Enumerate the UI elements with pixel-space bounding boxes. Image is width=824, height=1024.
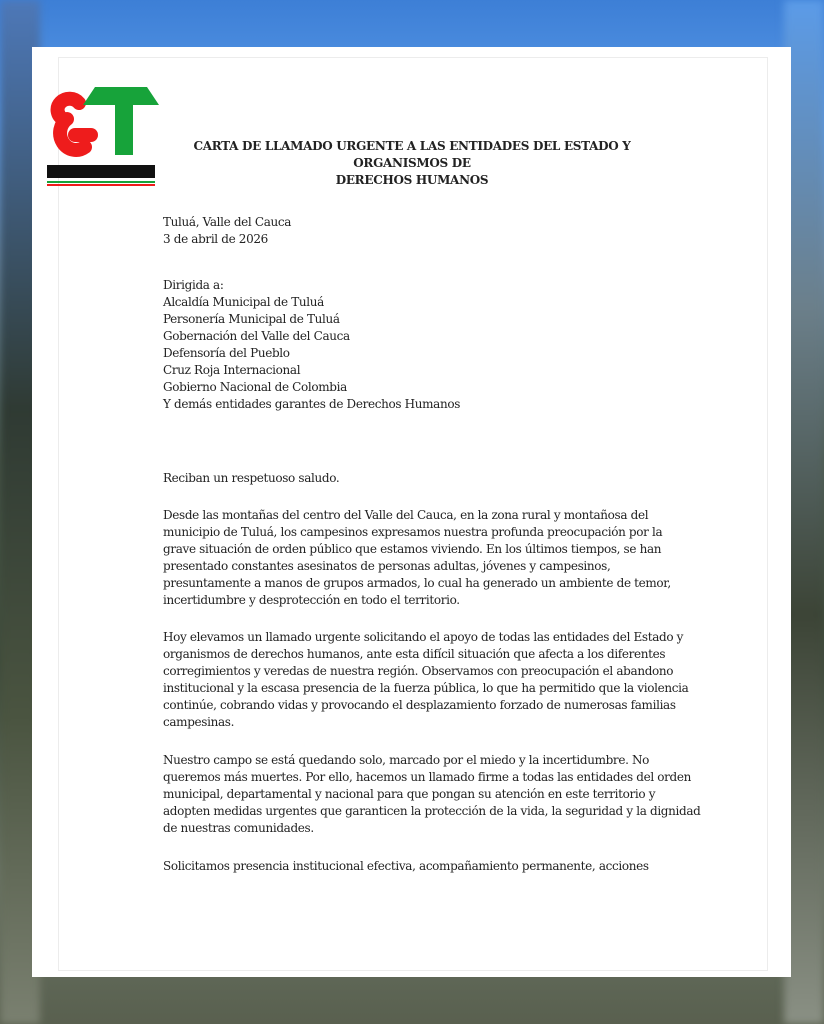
text-line: institucional y la escasa presencia de la fuerza pública, lo que ha permitido que la violencia — [163, 681, 689, 695]
text-line: municipio de Tuluá, los campesinos expresamos nuestra profunda preocupación por la — [163, 525, 663, 539]
addressee-line: Alcaldía Municipal de Tuluá — [163, 295, 324, 309]
addressee-line: Defensoría del Pueblo — [163, 346, 290, 360]
addressee-line: Gobierno Nacional de Colombia — [163, 380, 347, 394]
addressees — [163, 277, 460, 413]
addressee-line: Personería Municipal de Tuluá — [163, 312, 340, 326]
text-line: Nuestro campo se está quedando solo, marcado por el miedo y la incertidumbre. No — [163, 753, 650, 767]
letter-page — [32, 47, 791, 977]
text-line: incertidumbre y desprotección en todo el territorio. — [163, 593, 460, 607]
place: Tuluá, Valle del Cauca — [163, 215, 292, 229]
greeting-text: Reciban un respetuoso saludo. — [163, 471, 340, 485]
paragraph-1 — [163, 507, 671, 609]
title-line: DERECHOS HUMANOS — [335, 173, 489, 187]
logo-t-shape — [83, 87, 159, 155]
text-line: presuntamente a manos de grupos armados, lo cual ha generado un ambiente de temor, — [163, 576, 671, 590]
logo-ampersand-shape — [58, 99, 91, 150]
place-date — [163, 214, 291, 248]
greeting — [163, 470, 339, 487]
text-line: adopten medidas urgentes que garanticen la protección de la vida, la seguridad y la dignidad — [163, 804, 701, 818]
text-line: Desde las montañas del centro del Valle del Cauca, en la zona rural y montañosa del — [163, 508, 649, 522]
text-line: municipal, departamental y nacional para que pongan su atención en este territorio y — [163, 787, 656, 801]
addressee-line: Gobernación del Valle del Cauca — [163, 329, 350, 343]
text-line: Hoy elevamos un llamado urgente solicitando el apoyo de todas las entidades del Estado y — [163, 630, 684, 644]
text-line: presentado constantes asesinatos de personas adultas, jóvenes y campesinos, — [163, 559, 611, 573]
paragraph-3 — [163, 752, 700, 837]
text-line: de nuestras comunidades. — [163, 821, 314, 835]
date: 3 de abril de 2026 — [163, 232, 268, 246]
logo-wordmark-bars — [47, 165, 155, 186]
addressee-line: Y demás entidades garantes de Derechos Humanos — [163, 397, 461, 411]
letter-title — [162, 138, 662, 189]
text-line: corregimientos y veredas de nuestra región. Observamos con preocupación el abandono — [163, 664, 674, 678]
text-line: queremos más muertes. Por ello, hacemos un llamado firme a todas las entidades del orden — [163, 770, 692, 784]
addressee-line: Cruz Roja Internacional — [163, 363, 301, 377]
text-line: grave situación de orden público que estamos viviendo. En los últimos tiempos, se han — [163, 542, 662, 556]
el-tabloide-logo — [45, 85, 161, 189]
paragraph-4 — [163, 858, 649, 875]
paragraph-2 — [163, 629, 688, 731]
text-line: organismos de derechos humanos, ante esta difícil situación que afecta a los diferentes — [163, 647, 666, 661]
text-line: campesinas. — [163, 715, 235, 729]
addressee-line: Dirigida a: — [163, 278, 224, 292]
text-line: Solicitamos presencia institucional efectiva, acompañamiento permanente, acciones — [163, 859, 649, 873]
text-line: continúe, cobrando vidas y provocando el desplazamiento forzado de numerosas familias — [163, 698, 676, 712]
title-line: CARTA DE LLAMADO URGENTE A LAS ENTIDADES DEL ESTADO Y ORGANISMOS DE — [193, 139, 631, 170]
